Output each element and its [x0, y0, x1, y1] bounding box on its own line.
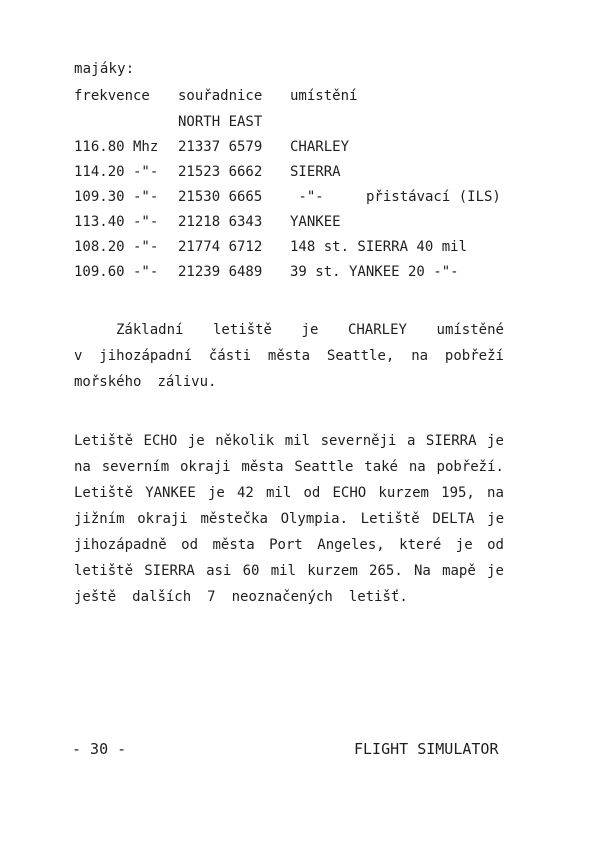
word: 195, — [441, 485, 475, 501]
footer-title: FLIGHT SIMULATOR — [354, 740, 499, 758]
word: 42 — [236, 485, 254, 501]
word: na — [411, 348, 429, 364]
word: letiště — [74, 563, 134, 579]
beacon-frequency: 114.20 -"- — [74, 164, 159, 180]
beacon-frequency: 108.20 -"- — [74, 239, 159, 255]
word: které — [399, 537, 442, 553]
word: zálivu. — [157, 374, 217, 390]
word: je — [487, 563, 504, 579]
word: několik — [215, 433, 275, 449]
text-line — [74, 428, 504, 454]
word: jihozápadně — [74, 537, 167, 553]
word: ECHO — [332, 485, 367, 501]
word: je — [301, 322, 319, 338]
word: dalších — [132, 589, 192, 605]
word: okraji — [179, 459, 231, 475]
word: města — [241, 459, 284, 475]
column-subheader-north-east: NORTH EAST — [178, 114, 263, 130]
word: letišť. — [348, 589, 408, 605]
word: Seattle, — [326, 348, 395, 364]
word: od — [303, 485, 321, 501]
beacon-location: YANKEE — [290, 214, 341, 230]
text-line — [74, 506, 504, 532]
word: od — [487, 537, 504, 553]
word: je — [207, 485, 225, 501]
beacon-frequency: 109.60 -"- — [74, 264, 159, 280]
word: jižním — [74, 511, 125, 527]
word: od — [181, 537, 199, 553]
word: Letiště — [360, 511, 420, 527]
beacon-coordinates: 21530 6665 — [178, 189, 263, 205]
word: mil — [284, 433, 311, 449]
beacon-location: CHARLEY — [290, 139, 350, 155]
word: YANKEE — [145, 485, 196, 501]
word: části — [208, 348, 252, 364]
word: Na — [413, 563, 431, 579]
word: kurzem — [378, 485, 429, 501]
word: severněji — [320, 433, 397, 449]
column-header-coordinates: souřadnice — [178, 88, 263, 104]
word: na — [487, 485, 504, 501]
word: je — [455, 537, 473, 553]
column-header-frequency: frekvence — [74, 88, 150, 104]
word: na — [74, 459, 91, 475]
word: kurzem — [307, 563, 358, 579]
word: SIERRA — [144, 563, 195, 579]
word: ECHO — [143, 433, 178, 449]
beacon-frequency: 116.80 Mhz — [74, 139, 159, 155]
text-line — [74, 369, 504, 395]
word: pobřeží — [444, 348, 504, 364]
word: a — [406, 433, 416, 449]
word: 265. — [369, 563, 403, 579]
word: Letiště — [74, 433, 134, 449]
word: 7 — [207, 589, 216, 605]
text-line — [74, 532, 504, 558]
word: Olympia. — [280, 511, 348, 527]
word: ještě — [74, 589, 117, 605]
word: pobřeží. — [436, 459, 504, 475]
beacon-location: 39 st. YANKEE 20 -"- — [290, 264, 459, 280]
text-line — [74, 584, 504, 610]
word: Port — [269, 537, 303, 553]
text-line — [74, 454, 504, 480]
word: umístěné — [436, 322, 504, 338]
word: městečka — [200, 511, 268, 527]
beacon-frequency: 113.40 -"- — [74, 214, 159, 230]
word: v — [74, 348, 83, 364]
paragraph-airports — [74, 428, 504, 610]
word: je — [487, 433, 504, 449]
column-header-location: umístění — [290, 88, 358, 104]
word: Základní — [116, 322, 184, 338]
beacon-coordinates: 21523 6662 — [178, 164, 263, 180]
word: severním — [101, 459, 170, 475]
paragraph-home-airport — [74, 317, 504, 395]
word: mil — [266, 485, 292, 501]
beacon-coordinates: 21337 6579 — [178, 139, 263, 155]
word: města — [212, 537, 255, 553]
word: DELTA — [432, 511, 475, 527]
beacon-frequency: 109.30 -"- — [74, 189, 159, 205]
word: SIERRA — [425, 433, 477, 449]
beacon-coordinates: 21774 6712 — [178, 239, 263, 255]
word: mapě — [442, 563, 476, 579]
word: neoznačených — [231, 589, 333, 605]
beacon-location: 148 st. SIERRA 40 mil — [290, 239, 468, 255]
word: okraji — [137, 511, 188, 527]
word: Angeles, — [317, 537, 385, 553]
word: je — [187, 433, 205, 449]
text-line — [74, 317, 504, 343]
word: na — [408, 459, 426, 475]
text-line — [74, 343, 504, 369]
word: mil — [270, 563, 296, 579]
text-line — [74, 480, 504, 506]
beacon-location: -"- — [290, 189, 324, 205]
word: jihozápadní — [99, 348, 193, 364]
word: CHARLEY — [347, 322, 407, 338]
word: je — [487, 511, 504, 527]
beacon-location: SIERRA — [290, 164, 341, 180]
beacon-coordinates: 21218 6343 — [178, 214, 263, 230]
word: Letiště — [74, 485, 134, 501]
word: také — [364, 459, 398, 475]
word: asi — [206, 563, 232, 579]
section-heading: majáky: — [74, 61, 135, 77]
word: města — [267, 348, 311, 364]
page-number: - 30 - — [72, 740, 127, 758]
beacon-note: přistávací (ILS) — [366, 189, 501, 205]
beacon-coordinates: 21239 6489 — [178, 264, 263, 280]
word: 60 — [242, 563, 260, 579]
word: Seattle — [294, 459, 354, 475]
word: mořského — [74, 374, 142, 390]
text-line — [74, 558, 504, 584]
word: letiště — [212, 322, 272, 338]
